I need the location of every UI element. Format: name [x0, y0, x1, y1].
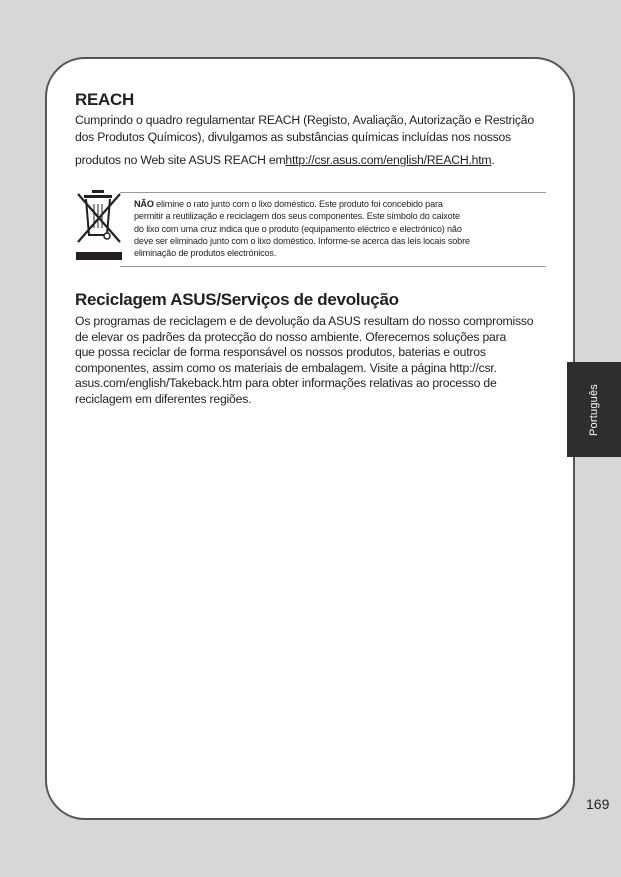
recycle-heading: Reciclagem ASUS/Serviços de devolução [75, 290, 399, 309]
recycle-paragraph [75, 314, 555, 408]
weee-line-1: elimine o rato junto com o lixo doméstico. Este produto foi concebido para [153, 199, 443, 209]
weee-bottom-divider [120, 266, 546, 267]
reach-line-2: dos Produtos Químicos), divulgamos as substâncias químicas incluídas nos nossos [75, 130, 512, 144]
recycle-line: de elevar os padrões da protecção do nosso ambiente. Oferecemos soluções para [75, 329, 507, 344]
language-tab-label: Português [588, 383, 600, 436]
crossed-out-wheelie-bin-icon [75, 186, 123, 262]
weee-line-5: eliminação de produtos electrónicos. [134, 248, 277, 259]
weee-notice [134, 198, 538, 259]
recycle-line: que possa reciclar de forma responsável os nossos produtos, baterias e outros [75, 345, 486, 360]
weee-top-divider [120, 192, 546, 193]
reach-line-3 [75, 152, 550, 169]
weee-line-2: permitir a reutilização e reciclagem dos seus componentes. Este símbolo do caixote [134, 211, 460, 222]
language-side-tab [567, 362, 621, 457]
recycle-line: reciclagem em diferentes regiões. [75, 391, 252, 406]
page-number: 169 [586, 796, 610, 812]
page-card [45, 57, 575, 820]
reach-line-3-suffix: . [491, 153, 495, 167]
reach-line-3-prefix: produtos no Web site ASUS REACH em [75, 153, 286, 167]
weee-line-4: deve ser eliminado junto com o lixo doméstico. Informe-se acerca das leis locais sobre [134, 235, 470, 246]
reach-link[interactable]: http://csr.asus.com/english/REACH.htm [285, 153, 492, 167]
reach-line-1: Cumprindo o quadro regulamentar REACH (Registo, Avaliação, Autorização e Restrição [75, 113, 534, 127]
reach-heading: REACH [75, 90, 134, 109]
weee-line-3: do lixo com uma cruz indica que o produto (equipamento eléctrico e electrónico) não [134, 223, 462, 234]
recycle-line: asus.com/english/Takeback.htm para obter informações relativas ao processo de [75, 376, 497, 391]
reach-paragraph [75, 112, 550, 169]
weee-bold-word: NÃO [134, 199, 154, 209]
recycle-line: Os programas de reciclagem e de devolução da ASUS resultam do nosso compromisso [75, 314, 534, 328]
recycle-line: componentes, assim como os materiais de embalagem. Visite a página http://csr. [75, 360, 497, 375]
